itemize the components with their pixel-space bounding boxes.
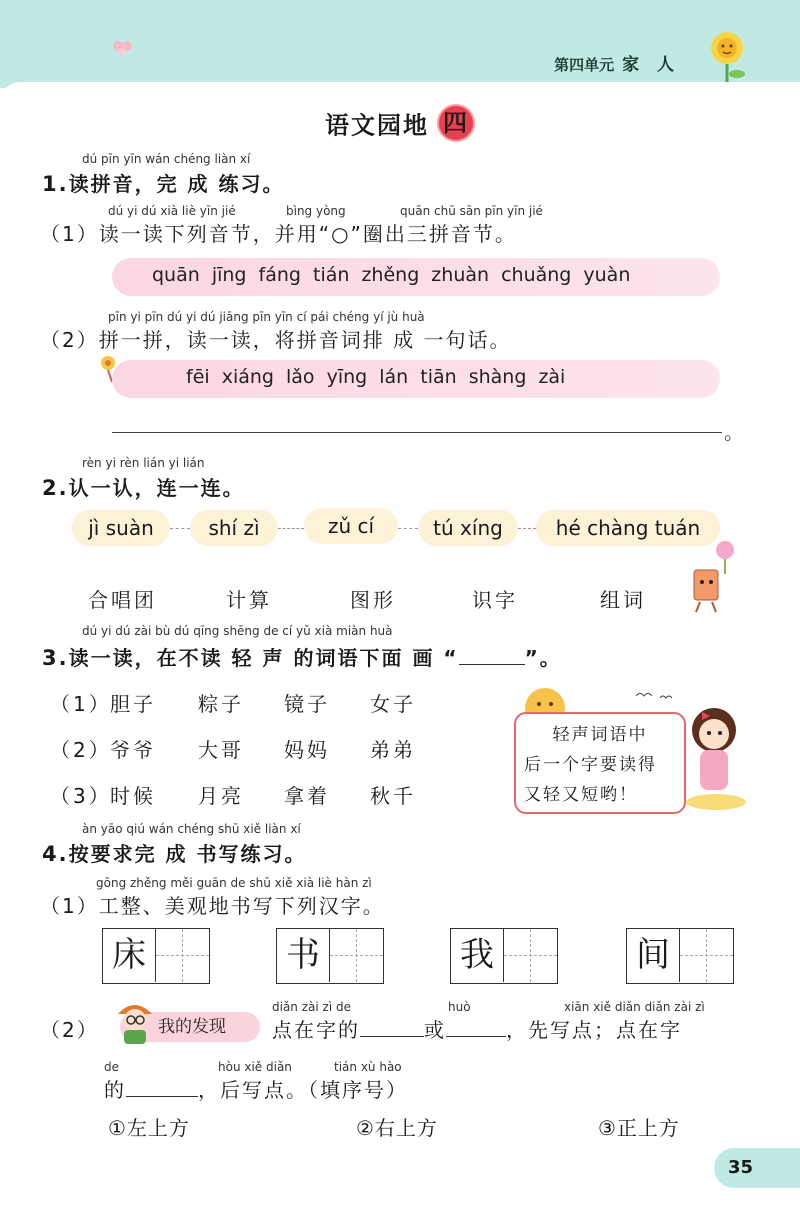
unit-label	[554, 50, 680, 75]
page-card-edge	[0, 82, 800, 102]
q3-word[interactable]: 镜子	[284, 692, 330, 716]
q4-p2-pinyin-a: diǎn zài zì de	[272, 1000, 351, 1014]
q3-word[interactable]: 妈妈	[284, 738, 330, 762]
q2-number: 2.	[42, 476, 69, 500]
q2-pinyin: rèn yi rèn lián yi lián	[82, 456, 205, 470]
q1-p1-syllables: quān jīng fáng tián zhěng zhuàn chuǎng yuàn	[152, 264, 631, 286]
q2-pill-1: jì suàn	[72, 510, 170, 546]
q2-dash	[170, 528, 190, 529]
q4-option-3: ③正上方	[598, 1116, 680, 1140]
q2-heading	[42, 472, 245, 501]
q3-row-1-label: （1）	[50, 692, 112, 716]
q4-p2-label: （2）	[40, 1018, 99, 1042]
q2-dash	[398, 528, 418, 529]
book-character-icon	[686, 566, 730, 614]
title-text: 语文园地	[325, 111, 429, 140]
q3-word[interactable]: 秋千	[370, 784, 416, 808]
q4-p2-blank-3[interactable]	[126, 1096, 198, 1097]
q3-heading	[42, 642, 562, 671]
q2-word-4: 识字	[472, 588, 518, 612]
q3-blank	[459, 664, 525, 665]
q4-p2-pinyin-f: tián xù hào	[334, 1060, 402, 1074]
q4-p2-line2-b: ，后写点。（填序号）	[198, 1078, 408, 1102]
q4-p2-blank-1[interactable]	[360, 1036, 424, 1037]
q1-p1-text: （1）读一读下列音节，并用“○”圈出三拼音节。	[40, 222, 517, 246]
butterfly-icon	[112, 38, 134, 58]
q4-p2-line-2	[104, 1074, 408, 1103]
q2-dash	[278, 528, 304, 529]
q1-p1-pinyin-a: dú yi dú xià liè yīn jié	[108, 204, 236, 218]
q1-p2-syllable-bar	[112, 360, 720, 398]
q3-word[interactable]: 女子	[370, 692, 416, 716]
page-title	[0, 104, 800, 142]
q1-p2-syllables: fēi xiáng lǎo yīng lán tiān shàng zài	[186, 366, 566, 388]
q3-word[interactable]: 弟弟	[370, 738, 416, 762]
grid-practice-cell[interactable]	[680, 929, 733, 982]
grid-practice-cell[interactable]	[156, 929, 209, 982]
q3-word[interactable]: 时候	[110, 784, 156, 808]
q4-p2-line1-b: 或	[424, 1018, 446, 1042]
q4-p2-pinyin-c: xiān xiě diǎn diǎn zài zì	[564, 1000, 705, 1014]
q3-word[interactable]: 大哥	[198, 738, 244, 762]
grid-practice-cell[interactable]	[330, 929, 383, 982]
q2-pill-4: tú xíng	[418, 510, 518, 546]
q4-p2-line1-a: 点在字的	[272, 1018, 360, 1042]
tip-line-1: 轻声词语中	[552, 725, 648, 745]
q2-word-2: 计算	[226, 588, 272, 612]
title-badge: 四	[437, 104, 475, 142]
grid-model-char: 间	[627, 929, 680, 982]
q3-text-end: ”。	[524, 646, 562, 670]
sunflower-icon	[705, 28, 755, 84]
q2-text: 认一认，连一连。	[68, 476, 245, 500]
grid-model-char: 我	[451, 929, 504, 982]
q1-p2-answer-line[interactable]	[112, 432, 722, 433]
writing-grid[interactable]	[102, 928, 210, 984]
q2-pill-2: shí zì	[190, 510, 278, 546]
q3-pinyin: dú yi dú zài bù dú qīng shēng de cí yǔ xià miàn huà	[82, 624, 393, 638]
q1-p2-text: （2）拼一拼，读一读，将拼音词排 成 一句话。	[40, 328, 512, 352]
q4-p2-pinyin-b: huò	[448, 1000, 471, 1014]
writing-grid[interactable]	[276, 928, 384, 984]
q3-row-3-label: （3）	[50, 784, 112, 808]
q2-word-3: 图形	[350, 588, 396, 612]
q4-heading	[42, 838, 307, 867]
q4-p2-line2-a: 的	[104, 1078, 126, 1102]
discovery-tag: 我的发现	[120, 1012, 260, 1042]
q3-number: 3.	[42, 646, 69, 670]
q4-p2-pinyin-e: hòu xiě diǎn	[218, 1060, 292, 1074]
q4-p2-line1-c: ，先写点；点在字	[506, 1018, 682, 1042]
q1-p1-pinyin-c: quān chū sān pīn yīn jié	[400, 204, 543, 218]
q3-text: 读一读，在不读 轻 声 的词语下面 画 “	[68, 646, 459, 670]
unit-number: 第四单元	[554, 56, 615, 74]
q4-p1-pinyin: gōng zhěng měi guān de shū xiě xià liè hàn zì	[96, 876, 372, 890]
q4-option-2: ②右上方	[356, 1116, 438, 1140]
grid-model-char: 床	[103, 929, 156, 982]
q3-row-2-label: （2）	[50, 738, 112, 762]
q1-p2-end-mark: 。	[724, 420, 746, 444]
q2-dash	[518, 528, 536, 529]
q4-pinyin: àn yāo qiú wán chéng shū xiě liàn xí	[82, 822, 301, 836]
writing-grid[interactable]	[626, 928, 734, 984]
q4-p2-pinyin-d: de	[104, 1060, 119, 1074]
tip-line-2: 后一个字要读得	[524, 755, 657, 775]
q1-p1-syllable-bar	[112, 258, 720, 296]
q1-number: 1.	[42, 172, 69, 196]
q3-word[interactable]: 爷爷	[110, 738, 156, 762]
q4-text: 按要求完 成 书写练习。	[68, 842, 307, 866]
grid-model-char: 书	[277, 929, 330, 982]
girl-character-icon	[680, 702, 750, 812]
birds-icon	[632, 688, 682, 704]
q3-word[interactable]: 粽子	[198, 692, 244, 716]
q4-p2-blank-2[interactable]	[446, 1036, 506, 1037]
q1-text: 读拼音，完 成 练习。	[68, 172, 285, 196]
grid-practice-cell[interactable]	[504, 929, 557, 982]
q1-p2-pinyin: pīn yi pīn dú yi dú jiāng pīn yīn cí pái chéng yí jù huà	[108, 310, 425, 324]
writing-grid[interactable]	[450, 928, 558, 984]
unit-name: 家 人	[622, 55, 680, 75]
q2-word-5: 组词	[600, 588, 646, 612]
q4-p1-text: （1）工整、美观地书写下列汉字。	[40, 894, 385, 918]
tip-line-3: 又轻又短哟！	[524, 785, 638, 805]
q1-p1-pinyin-b: bìng yòng	[286, 204, 346, 218]
q2-pill-5: hé chàng tuán	[536, 510, 720, 546]
q1-heading	[42, 168, 285, 197]
tip-bubble	[514, 712, 686, 814]
q3-word[interactable]: 胆子	[110, 692, 156, 716]
q2-pill-3: zǔ cí	[304, 508, 398, 544]
q4-option-1: ①左上方	[108, 1116, 190, 1140]
q4-number: 4.	[42, 842, 69, 866]
explorer-character-icon	[112, 996, 158, 1046]
q4-p2-line-1	[272, 1014, 682, 1043]
q2-word-1: 合唱团	[88, 588, 157, 612]
q3-word[interactable]: 月亮	[198, 784, 244, 808]
page-number: 35	[714, 1148, 800, 1188]
q1-pinyin: dú pīn yīn wán chéng liàn xí	[82, 152, 251, 166]
q3-word[interactable]: 拿着	[284, 784, 330, 808]
